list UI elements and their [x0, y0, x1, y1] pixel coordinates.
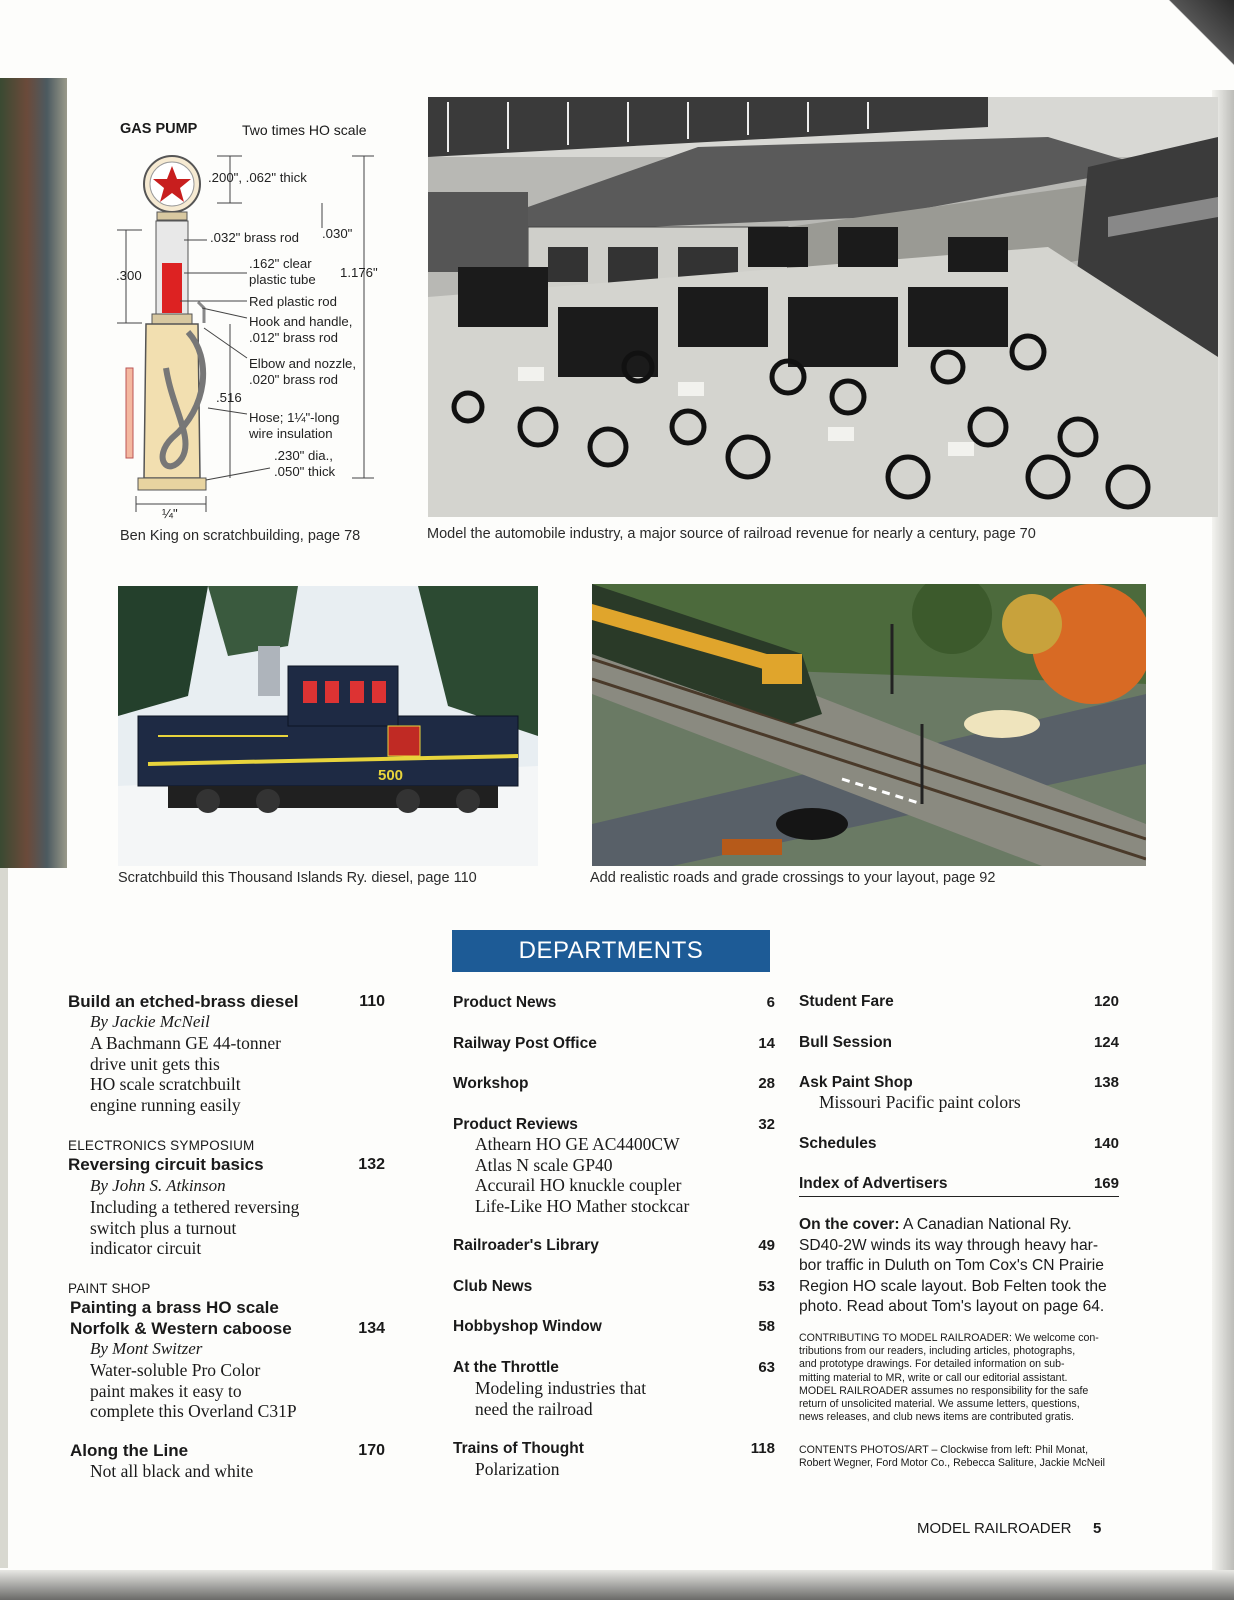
dept-page-club-news: 53	[758, 1278, 775, 1295]
kicker-electronics-symposium: ELECTRONICS SYMPOSIUM	[68, 1138, 255, 1153]
dept-product-news[interactable]: Product News	[453, 994, 557, 1011]
dept-schedules[interactable]: Schedules	[799, 1135, 877, 1152]
dept-page-product-news: 6	[766, 994, 775, 1011]
dim-516: .516	[216, 390, 242, 405]
dim-030: .030"	[322, 226, 353, 241]
dept-page-ask-paint-shop: 138	[1093, 1074, 1119, 1091]
dept-page-student-fare: 120	[1093, 993, 1119, 1010]
label-hose: Hose; 1¼"-long wire insulation	[249, 410, 340, 441]
dept-railroaders-library[interactable]: Railroader's Library	[453, 1237, 599, 1254]
article-page-brass-caboose: 134	[358, 1320, 385, 1337]
article-title-along-the-line[interactable]: Along the Line	[70, 1441, 189, 1460]
article-title-etched-brass[interactable]: Build an etched-brass diesel	[68, 992, 299, 1011]
automobile-caption: Model the automobile industry, a major source of railroad revenue for nearly a century, page 70	[427, 526, 1036, 542]
dept-hobbyshop-window[interactable]: Hobbyshop Window	[453, 1318, 602, 1335]
footer-magazine-name: MODEL RAILROADER	[917, 1520, 1072, 1537]
dept-page-workshop: 28	[758, 1075, 775, 1092]
label-clear-tube: .162" clear plastic tube	[249, 256, 316, 287]
dept-page-bull-session: 124	[1093, 1034, 1119, 1051]
page-corner-fold	[1164, 0, 1234, 90]
article-desc-brass-caboose: Water-soluble Pro Color paint makes it easy to complete this Overland C31P	[90, 1360, 297, 1421]
dept-page-railway-post-office: 14	[758, 1035, 775, 1052]
article-page-etched-brass: 110	[359, 993, 385, 1010]
label-red-rod: Red plastic rod	[249, 294, 337, 309]
article-page-reversing-circuit: 132	[358, 1156, 385, 1173]
grade-crossing-caption: Add realistic roads and grade crossings to your layout, page 92	[590, 870, 996, 886]
article-byline-brass-caboose: By Mont Switzer	[90, 1339, 203, 1358]
article-byline-etched-brass: By Jackie McNeil	[90, 1012, 210, 1031]
diagram-title: GAS PUMP	[120, 121, 198, 137]
cover-description: On the cover: A Canadian National Ry. SD40-2W winds its way through heavy har- bor traffic in Duluth on Tom Cox's CN Prairie Region HO scale layout. Bob Felten took the photo. Read about Tom's layout on page 64.	[799, 1216, 1107, 1315]
footer-page-number: 5	[1093, 1520, 1102, 1537]
article-title-reversing-circuit[interactable]: Reversing circuit basics	[68, 1155, 264, 1174]
article-desc-along-the-line: Not all black and white	[90, 1461, 254, 1481]
dept-page-hobbyshop-window: 58	[758, 1318, 775, 1335]
label-hook-handle: Hook and handle, .012" brass rod	[249, 314, 353, 345]
dept-club-news[interactable]: Club News	[453, 1278, 533, 1295]
dim-globe-thickness: .200", .062" thick	[208, 170, 307, 185]
locomotive-number: 500	[378, 767, 404, 784]
gas-pump-diagram	[112, 118, 402, 528]
article-desc-reversing-circuit: Including a tethered reversing switch plus a turnout indicator circuit	[90, 1197, 300, 1258]
label-elbow-nozzle: Elbow and nozzle, .020" brass rod	[249, 356, 357, 387]
label-base: .230" dia., .050" thick	[274, 448, 336, 479]
dept-page-index-of-advertisers: 169	[1093, 1175, 1119, 1192]
dept-workshop[interactable]: Workshop	[453, 1075, 529, 1092]
departments-list-middle	[453, 0, 775, 1600]
dept-bull-session[interactable]: Bull Session	[799, 1034, 893, 1051]
departments-list-right	[799, 0, 1119, 1600]
dept-page-product-reviews: 32	[758, 1116, 775, 1133]
article-desc-etched-brass: A Bachmann GE 44-tonner drive unit gets this HO scale scratchbuilt engine running easily	[90, 1033, 281, 1115]
contributing-notice: CONTRIBUTING TO MODEL RAILROADER: We welcome con- tributions from our readers, including articles, photographs, and prototype drawings. For detailed information on sub- mitting material to MR, write or call our editorial assistant. MODEL RAILROADER assumes no responsibility for the safe return of unsolicited material. We assume letters, questions, news releases, and club news items are contributed gratis.	[799, 1332, 1099, 1424]
article-page-along-the-line: 170	[358, 1442, 385, 1459]
dept-trains-of-thought-items: Polarization	[475, 1459, 560, 1479]
article-title-brass-caboose-line2[interactable]: Norfolk & Western caboose	[70, 1319, 292, 1338]
dept-product-reviews-items: Athearn HO GE AC4400CW Atlas N scale GP40 Accurail HO knuckle coupler Life-Like HO Mather stockcar	[475, 1134, 690, 1216]
article-byline-reversing-circuit: By John S. Atkinson	[90, 1176, 226, 1195]
dept-product-reviews[interactable]: Product Reviews	[453, 1116, 578, 1133]
adjacent-page-edge	[0, 868, 8, 1568]
dept-page-at-the-throttle: 63	[758, 1359, 775, 1376]
dept-at-the-throttle-items: Modeling industries that need the railroad	[475, 1378, 647, 1419]
dept-ask-paint-shop[interactable]: Ask Paint Shop	[799, 1074, 913, 1091]
dept-at-the-throttle[interactable]: At the Throttle	[453, 1359, 559, 1376]
diagram-scale-note: Two times HO scale	[242, 122, 367, 138]
dept-railway-post-office[interactable]: Railway Post Office	[453, 1035, 597, 1052]
dept-page-schedules: 140	[1093, 1135, 1119, 1152]
diesel-caption: Scratchbuild this Thousand Islands Ry. diesel, page 110	[118, 870, 477, 886]
dept-page-railroaders-library: 49	[758, 1237, 775, 1254]
adjacent-page-photo-edge	[0, 78, 67, 868]
gas-pump-caption: Ben King on scratchbuilding, page 78	[120, 528, 361, 544]
cover-lead: On the cover:	[799, 1216, 900, 1233]
dept-trains-of-thought[interactable]: Trains of Thought	[453, 1440, 584, 1457]
departments-heading: DEPARTMENTS	[452, 930, 770, 972]
dim-base-width: ¼"	[162, 506, 178, 521]
dept-page-trains-of-thought: 118	[750, 1440, 775, 1457]
kicker-paint-shop: PAINT SHOP	[68, 1281, 151, 1296]
dim-overall-height: 1.176"	[340, 265, 378, 280]
dept-student-fare[interactable]: Student Fare	[799, 993, 894, 1010]
advertisers-divider	[799, 1196, 1119, 1197]
photo-credits: CONTENTS PHOTOS/ART – Clockwise from left: Phil Monat, Robert Wegner, Ford Motor Co., Rebecca Saliture, Jackie McNeil	[799, 1444, 1105, 1470]
label-brass-rod: .032" brass rod	[210, 230, 299, 245]
dept-ask-paint-shop-items: Missouri Pacific paint colors	[819, 1092, 1021, 1112]
article-title-brass-caboose[interactable]: Painting a brass HO scale	[70, 1298, 279, 1317]
dept-index-of-advertisers[interactable]: Index of Advertisers	[799, 1175, 948, 1192]
dim-300: .300	[116, 268, 142, 283]
